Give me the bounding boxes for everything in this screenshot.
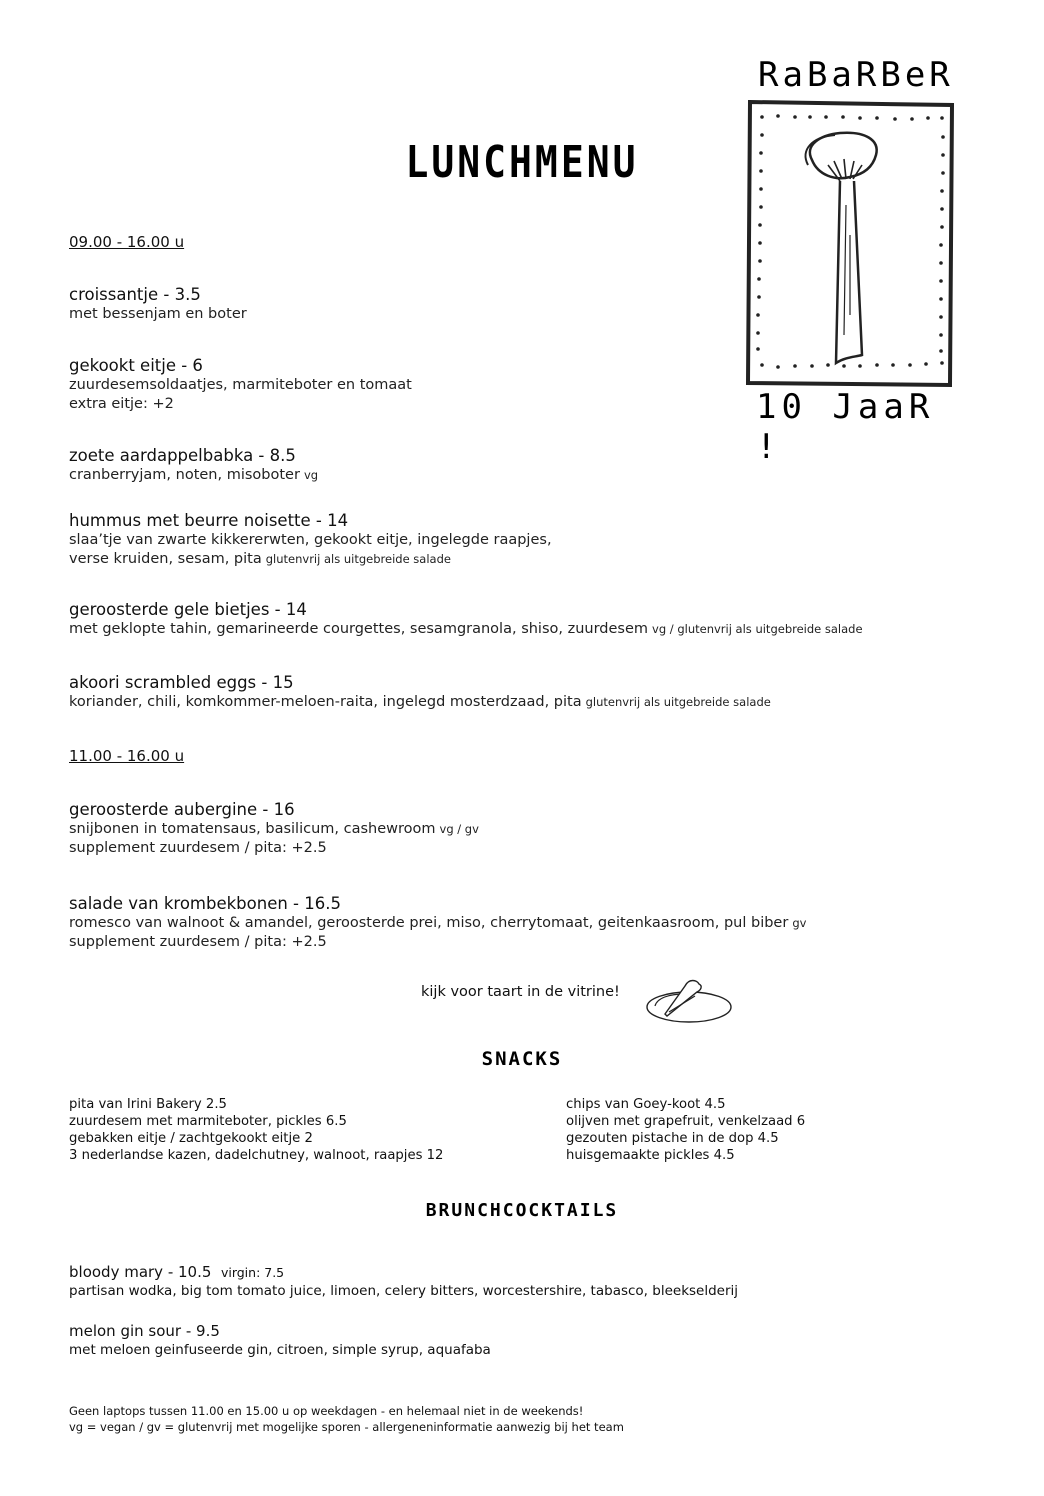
menu-item-description [69, 914, 969, 933]
snack-item: 3 nederlandse kazen, dadelchutney, walnoot, raapjes 12 [69, 1148, 444, 1163]
menu-item-description [69, 693, 969, 712]
description-text: met geklopte tahin, gemarineerde courgettes, sesamgranola, shiso, zuurdesem [69, 621, 649, 637]
time-range-morning: 09.00 - 16.00 u [69, 233, 185, 251]
menu-item-description [69, 839, 969, 858]
cocktail-item [69, 1322, 491, 1359]
dietary-note: vg / glutenvrij als uitgebreide salade [652, 622, 863, 636]
dietary-note: glutenvrij als uitgebreide salade [585, 695, 771, 709]
description-text: romesco van walnoot & amandel, geroosterde prei, miso, cherrytomaat, geitenkaasroom, pul biber [69, 915, 789, 931]
cocktail-desc: met meloen geinfuseerde gin, citroen, simple syrup, aquafaba [69, 1342, 491, 1358]
menu-item-description [69, 820, 969, 839]
menu-item-description [69, 620, 969, 639]
cocktail-title: bloody mary - 10.5 [69, 1263, 212, 1281]
menu-item-description [69, 550, 969, 569]
description-text: koriander, chili, komkommer-meloen-raita, ingelegd mosterdzaad, pita [69, 694, 582, 710]
snack-item: zuurdesem met marmiteboter, pickles 6.5 [69, 1114, 347, 1129]
menu-item [69, 511, 969, 569]
menu-item [69, 285, 969, 324]
menu-item [69, 800, 969, 858]
cocktails-heading: BRUNCHCOCKTAILS [425, 1200, 619, 1221]
description-text: supplement zuurdesem / pita: +2.5 [69, 840, 327, 856]
menu-item-description [69, 933, 969, 952]
menu-item-description [69, 305, 969, 324]
snack-item: gezouten pistache in de dop 4.5 [566, 1131, 779, 1146]
menu-item-title: gekookt eitje - 6 [69, 356, 203, 375]
cocktail-item [69, 1263, 738, 1300]
snack-item: chips van Goey-koot 4.5 [566, 1097, 726, 1112]
dietary-note: gv [792, 916, 807, 930]
menu-item-description [69, 466, 969, 485]
footer-allergen-note: vg = vegan / gv = glutenvrij met mogelijke sporen - allergeneninformatie aanwezig bij het team [69, 1420, 624, 1434]
menu-item-title: hummus met beurre noisette - 14 [69, 511, 349, 530]
menu-item [69, 600, 969, 639]
snacks-left-list [69, 1096, 443, 1164]
logo-top-text: RaBaRBeR [758, 55, 954, 95]
cocktail-title: melon gin sour - 9.5 [69, 1322, 220, 1340]
snacks-right-list [566, 1096, 805, 1164]
logo-bottom-text: 10 JaaR ! [756, 387, 935, 467]
tart-notice: kijk voor taart in de vitrine! [421, 984, 620, 1000]
footer-notes [69, 1403, 624, 1435]
snack-item: olijven met grapefruit, venkelzaad 6 [566, 1114, 806, 1129]
snack-item: huisgemaakte pickles 4.5 [566, 1148, 735, 1163]
dietary-note: vg [303, 468, 319, 482]
menu-item-title: geroosterde gele bietjes - 14 [69, 600, 307, 619]
menu-item-description [69, 376, 969, 395]
menu-item [69, 673, 969, 712]
snacks-heading: SNACKS [481, 1048, 563, 1070]
time-range-late: 11.00 - 16.00 u [69, 747, 185, 765]
menu-item [69, 446, 969, 485]
menu-item-title: akoori scrambled eggs - 15 [69, 673, 294, 692]
menu-item-title: geroosterde aubergine - 16 [69, 800, 295, 819]
footer-laptop-note: Geen laptops tussen 11.00 en 15.00 u op weekdagen - en helemaal niet in de weekends! [69, 1404, 584, 1418]
menu-item [69, 356, 969, 414]
dietary-note: vg / gv [439, 822, 479, 836]
dietary-note: glutenvrij als uitgebreide salade [265, 552, 451, 566]
description-text: slaa’tje van zwarte kikkererwten, gekookt eitje, ingelegde raapjes, [69, 532, 552, 548]
cocktail-extra: virgin: 7.5 [220, 1265, 285, 1280]
page-title: LUNCHMENU [405, 136, 639, 188]
menu-item-title: zoete aardappelbabka - 8.5 [69, 446, 296, 465]
description-text: extra eitje: +2 [69, 396, 174, 412]
description-text: verse kruiden, sesam, pita [69, 551, 262, 567]
description-text: supplement zuurdesem / pita: +2.5 [69, 934, 327, 950]
cake-slice-icon [645, 974, 735, 1026]
menu-item-description [69, 395, 969, 414]
cocktail-desc: partisan wodka, big tom tomato juice, limoen, celery bitters, worcestershire, tabasco, bleekselderij [69, 1283, 739, 1299]
description-text: zuurdesemsoldaatjes, marmiteboter en tomaat [69, 377, 412, 393]
snack-item: gebakken eitje / zachtgekookt eitje 2 [69, 1131, 313, 1146]
snack-item: pita van Irini Bakery 2.5 [69, 1097, 227, 1112]
menu-item-description [69, 531, 969, 550]
description-text: snijbonen in tomatensaus, basilicum, cashewroom [69, 821, 436, 837]
menu-item-title: croissantje - 3.5 [69, 285, 201, 304]
menu-item [69, 894, 969, 952]
menu-item-title: salade van krombekbonen - 16.5 [69, 894, 341, 913]
description-text: cranberryjam, noten, misoboter [69, 467, 300, 483]
description-text: met bessenjam en boter [69, 306, 247, 322]
